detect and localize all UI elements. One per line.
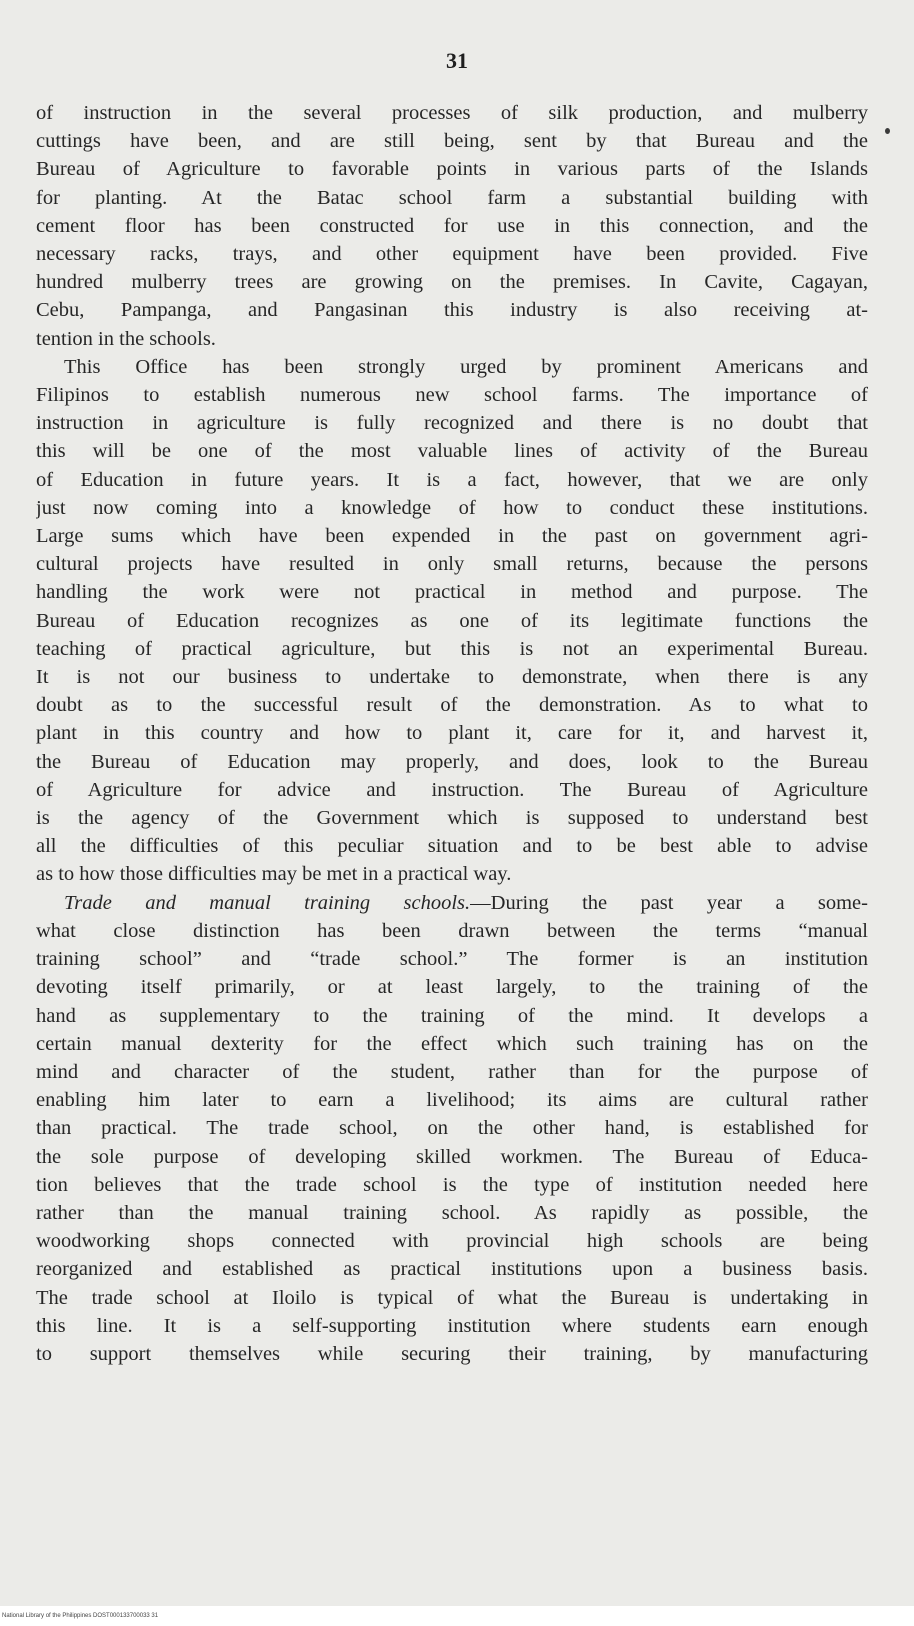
text-line: enabling him later to earn a livelihood; its aims are cultural rather	[36, 1089, 868, 1112]
text-line: devoting itself primarily, or at least largely, to the training of the	[36, 976, 868, 999]
text-line: just now coming into a knowledge of how to conduct these institutions.	[36, 496, 868, 519]
text-line: reorganized and established as practical institutions upon a business basis.	[36, 1258, 868, 1281]
text-line: doubt as to the successful result of the demonstration. As to what to	[36, 694, 868, 717]
text-line: hand as supplementary to the training of the mind. It develops a	[36, 1004, 868, 1027]
page-number: 31	[446, 48, 468, 73]
section-heading: Trade and manual training schools.	[64, 891, 471, 914]
text-line	[36, 889, 868, 917]
text-line: certain manual dexterity for the effect which such training has on the	[36, 1032, 868, 1055]
text-line: teaching of practical agriculture, but this is not an experimental Bureau.	[36, 637, 868, 660]
text-line: this line. It is a self-supporting institution where students earn enough	[36, 1314, 868, 1337]
text-line: than practical. The trade school, on the other hand, is established for	[36, 1117, 868, 1140]
text-line: This Office has been strongly urged by prominent Americans and	[64, 355, 868, 378]
paragraph-silk-production	[36, 99, 868, 353]
text-line-rest: —During the past year a some-	[470, 891, 868, 914]
text-line: cement floor has been constructed for use in this connection, and the	[36, 214, 868, 237]
footer-credit: National Library of the Philippines DOST000133700033 31	[2, 1613, 159, 1619]
text-line: the Bureau of Education may properly, and does, look to the Bureau	[36, 750, 868, 773]
text-line: to support themselves while securing their training, by manufacturing	[36, 1342, 868, 1365]
paragraph-school-farms	[36, 353, 868, 889]
text-line: It is not our business to undertake to demonstrate, when there is any	[36, 666, 868, 689]
body-text	[36, 99, 868, 1368]
text-line: is the agency of the Government which is supposed to understand best	[36, 807, 868, 830]
text-line: training school” and “trade school.” The former is an institution	[36, 948, 868, 971]
text-line: instruction in agriculture is fully recognized and there is no doubt that	[36, 412, 868, 435]
text-line: what close distinction has been drawn between the terms “manual	[36, 919, 868, 942]
text-line: The trade school at Iloilo is typical of what the Bureau is undertaking in	[36, 1286, 868, 1309]
text-line: woodworking shops connected with provincial high schools are being	[36, 1230, 868, 1253]
text-line: this will be one of the most valuable lines of activity of the Bureau	[36, 440, 868, 463]
text-line: Bureau of Education recognizes as one of its legitimate functions the	[36, 609, 868, 632]
text-line: rather than the manual training school. As rapidly as possible, the	[36, 1201, 868, 1224]
ink-spot-mark	[885, 128, 890, 134]
text-line: Filipinos to establish numerous new school farms. The importance of	[36, 384, 868, 407]
text-line: hundred mulberry trees are growing on the premises. In Cavite, Cagayan,	[36, 271, 868, 294]
text-line: Cebu, Pampanga, and Pangasinan this industry is also receiving at-	[36, 299, 868, 322]
text-line: Large sums which have been expended in the past on government agri-	[36, 525, 868, 548]
text-line: all the difficulties of this peculiar situation and to be best able to advise	[36, 835, 868, 858]
text-line: plant in this country and how to plant it, care for it, and harvest it,	[36, 722, 868, 745]
text-line: for planting. At the Batac school farm a substantial building with	[36, 186, 868, 209]
text-line: tention in the schools.	[36, 327, 216, 350]
text-line: mind and character of the student, rather than for the purpose of	[36, 1060, 868, 1083]
text-line: Bureau of Agriculture to favorable points in various parts of the Islands	[36, 158, 868, 181]
text-line: of instruction in the several processes of silk production, and mulberry	[36, 102, 868, 124]
text-line: cultural projects have resulted in only small returns, because the persons	[36, 553, 868, 576]
text-line: of Agriculture for advice and instruction. The Bureau of Agriculture	[36, 778, 868, 801]
text-line: tion believes that the trade school is the type of institution needed here	[36, 1173, 868, 1196]
text-line: the sole purpose of developing skilled workmen. The Bureau of Educa-	[36, 1145, 868, 1168]
text-line: of Education in future years. It is a fact, however, that we are only	[36, 468, 868, 491]
paragraph-trade-schools	[36, 889, 868, 1368]
text-line: handling the work were not practical in method and purpose. The	[36, 581, 868, 604]
text-line: necessary racks, trays, and other equipment have been provided. Five	[36, 243, 868, 266]
text-line: as to how those difficulties may be met in a practical way.	[36, 863, 512, 886]
text-line: cuttings have been, and are still being, sent by that Bureau and the	[36, 130, 868, 153]
